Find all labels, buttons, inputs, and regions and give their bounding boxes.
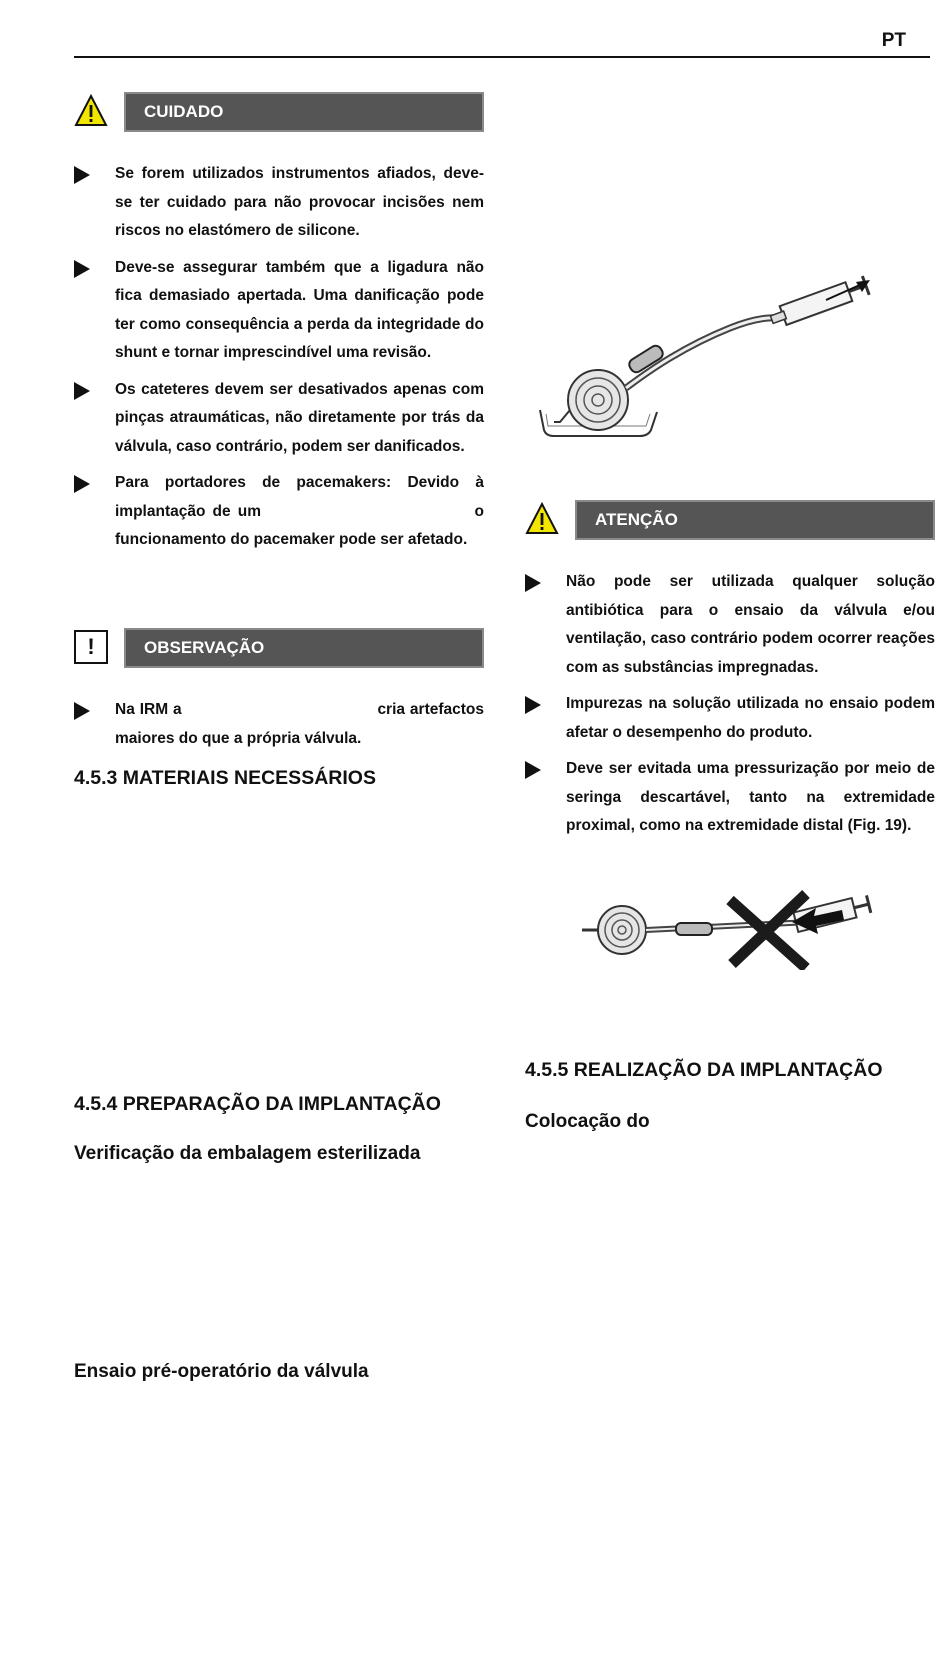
section-heading-4-5-4: 4.5.4 PREPARAÇÃO DA IMPLANTAÇÃO: [74, 1093, 441, 1115]
note-item: Na IRM a cria artefactos maiores do que a própria válvula.: [74, 696, 484, 753]
attention-item: Impurezas na solução utilizada no ensaio podem afetar o desempenho do produto.: [525, 690, 935, 747]
caution-item: Para portadores de pacemakers: Devido à implantação de um o funcionamento do pacemaker pode ser afetado.: [74, 469, 484, 555]
bullet-arrow-icon: [74, 382, 90, 400]
bullet-arrow-icon: [525, 761, 541, 779]
subheading-placement: Colocação do: [525, 1111, 650, 1132]
bullet-arrow-icon: [74, 166, 90, 184]
attention-item: Não pode ser utilizada qualquer solução antibiótica para o ensaio da válvula e/ou ventilação, caso contrário podem ocorrer reações com as substâncias impregnadas.: [525, 568, 935, 682]
section-heading-4-5-5: 4.5.5 REALIZAÇÃO DA IMPLANTAÇÃO: [525, 1059, 883, 1081]
header-rule: [74, 56, 930, 58]
bullet-arrow-icon: [74, 475, 90, 493]
valve-syringe-illustration: [530, 270, 920, 460]
attention-block: [525, 500, 935, 849]
caution-item: Se forem utilizados instrumentos afiados, deve-se ter cuidado para não provocar incisões nem riscos no elastómero de silicone.: [74, 160, 484, 246]
attention-box: [525, 500, 935, 544]
attention-item: Deve ser evitada uma pressurização por meio de seringa descartável, tanto na extremidade proximal, como na extremidade distal (Fig. 19).: [525, 755, 935, 841]
caution-title: CUIDADO: [124, 92, 484, 132]
caution-block: [74, 92, 489, 563]
language-code: PT: [881, 30, 906, 51]
bullet-arrow-icon: [74, 702, 90, 720]
note-title: OBSERVAÇÃO: [124, 628, 484, 668]
bullet-arrow-icon: [74, 260, 90, 278]
subheading-preop-test: Ensaio pré-operatório da válvula: [74, 1361, 369, 1382]
attention-title: ATENÇÃO: [575, 500, 935, 540]
bullet-arrow-icon: [525, 574, 541, 592]
caution-box: [74, 92, 484, 136]
warning-icon: [525, 502, 559, 536]
exclamation-icon: !: [74, 630, 108, 664]
subheading-sterile-packaging: Verificação da embalagem esterilizada: [74, 1143, 421, 1164]
note-box: [74, 628, 484, 672]
section-heading-4-5-3: 4.5.3 MATERIAIS NECESSÁRIOS: [74, 767, 376, 789]
no-pressurization-illustration: [580, 890, 880, 970]
note-block: [74, 628, 489, 761]
warning-icon: [74, 94, 108, 128]
caution-item: Deve-se assegurar também que a ligadura não fica demasiado apertada. Uma danificação pode ter como consequência a perda da integridade do shunt e tornar imprescindível uma revisão.: [74, 254, 484, 368]
caution-item: Os cateteres devem ser desativados apenas com pinças atraumáticas, não diretamente por trás da válvula, caso contrário, podem ser danificados.: [74, 376, 484, 462]
bullet-arrow-icon: [525, 696, 541, 714]
